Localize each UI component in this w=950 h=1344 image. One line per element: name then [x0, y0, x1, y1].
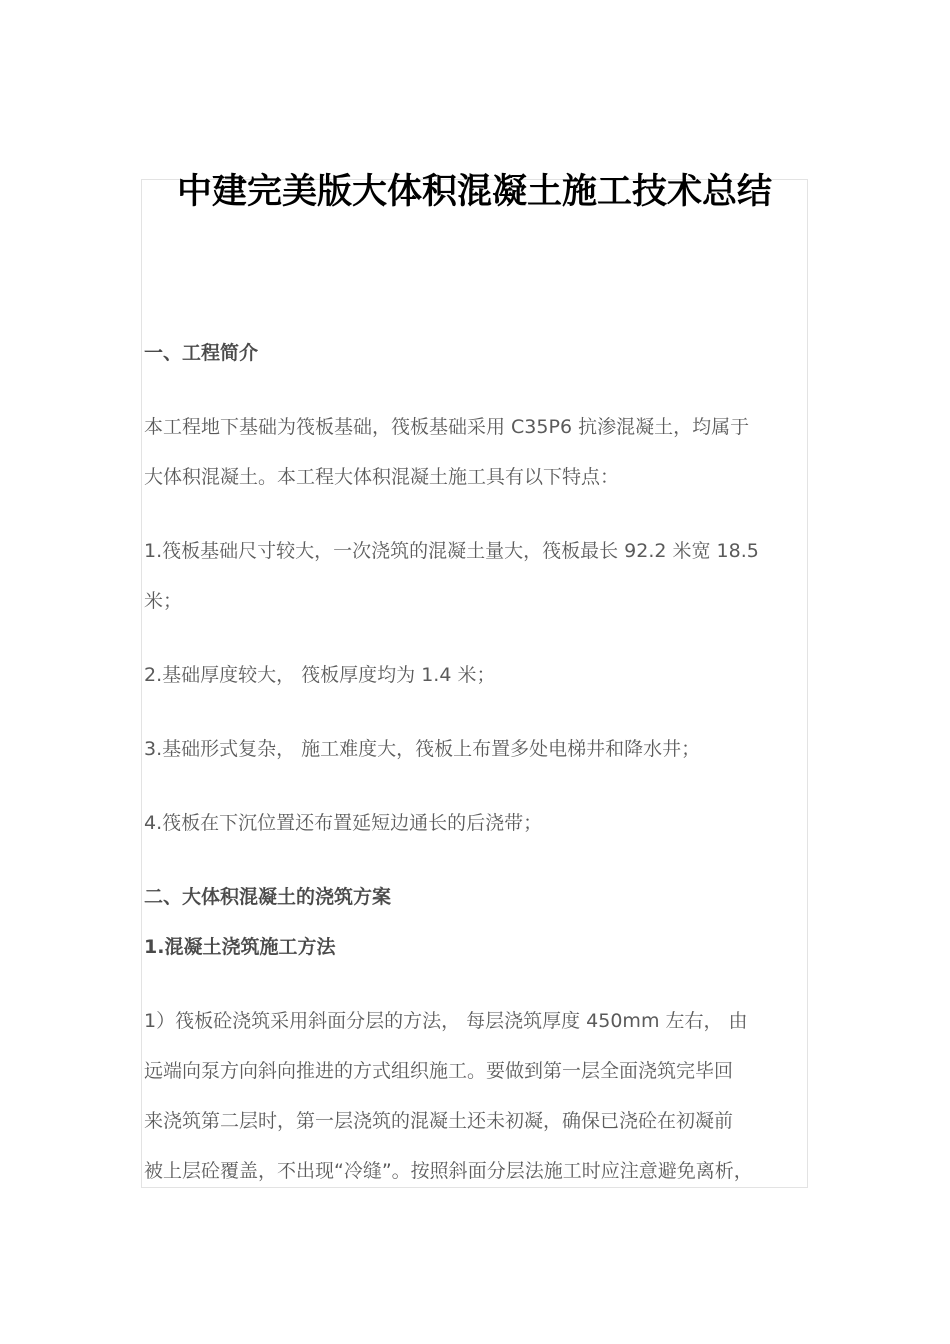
section-heading-overview: 一、工程简介 — [144, 342, 259, 364]
list-item: 2.基础厚度较大， 筏板厚度均为 1.4 米； — [144, 664, 496, 686]
paragraph-line: 被上层砼覆盖，不出现“冷缝”。按照斜面分层法施工时应注意避免离析， — [144, 1160, 753, 1182]
paragraph-line: 远端向泵方向斜向推进的方式组织施工。要做到第一层全面浇筑完毕回 — [144, 1060, 734, 1082]
paragraph-line: 大体积混凝土。本工程大体积混凝土施工具有以下特点： — [144, 466, 620, 488]
document-title: 中建完美版大体积混凝土施工技术总结 — [176, 172, 772, 212]
paragraph-line: 1）筏板砼浇筑采用斜面分层的方法， 每层浇筑厚度 450mm 左右， 由 — [144, 1010, 748, 1032]
list-item-line: 米； — [144, 590, 183, 612]
list-item: 3.基础形式复杂， 施工难度大，筏板上布置多处电梯井和降水井； — [144, 738, 701, 760]
list-item: 4.筏板在下沉位置还布置延短边通长的后浇带； — [144, 812, 543, 834]
subsection-heading-method: 1.混凝土浇筑施工方法 — [144, 936, 336, 958]
paragraph-line: 本工程地下基础为筏板基础，筏板基础采用 C35P6 抗渗混凝土，均属于 — [144, 416, 750, 438]
document-body — [144, 328, 806, 1196]
section-heading-pouring-plan: 二、大体积混凝土的浇筑方案 — [144, 886, 392, 908]
paragraph-line: 来浇筑第二层时，第一层浇筑的混凝土还未初凝，确保已浇砼在初凝前 — [144, 1110, 734, 1132]
list-item-line: 1.筏板基础尺寸较大，一次浇筑的混凝土量大，筏板最长 92.2 米宽 18.5 — [144, 540, 759, 562]
